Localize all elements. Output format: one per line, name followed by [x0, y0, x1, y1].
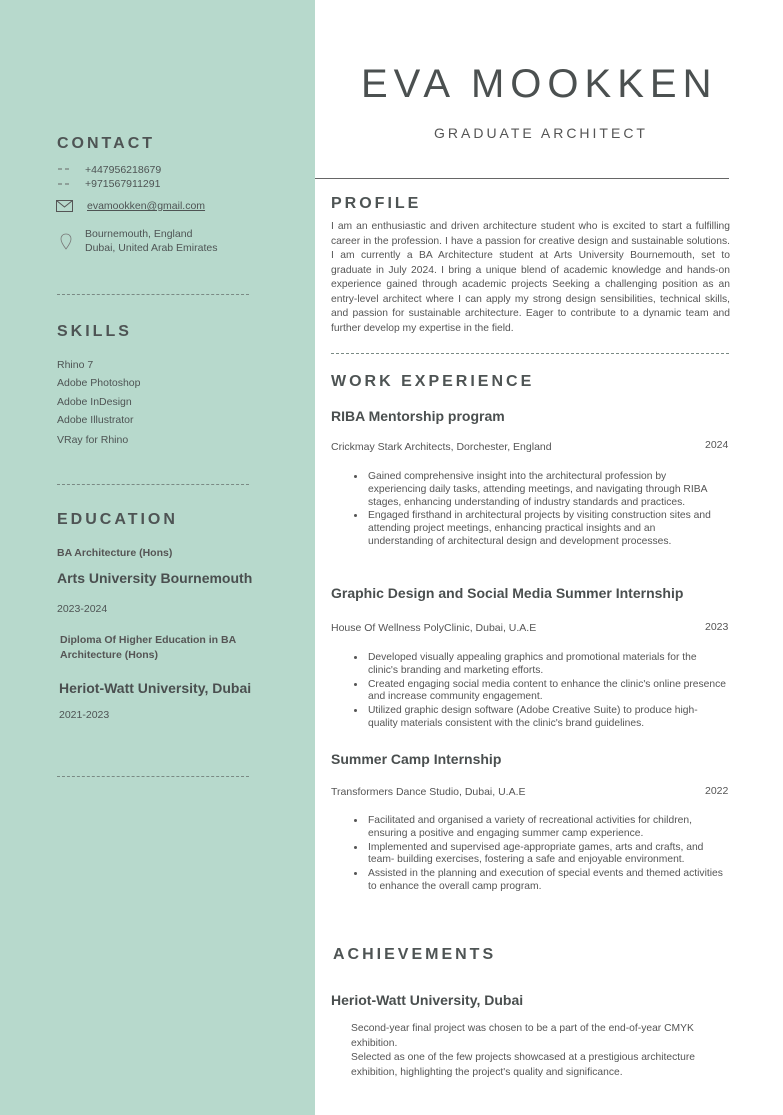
- work-heading: WORK EXPERIENCE: [331, 373, 535, 390]
- list-item: • Created engaging social media content to enhance the clinic's online presence and increase community engagement.: [366, 678, 726, 705]
- job-company: Crickmay Stark Architects, Dorchester, England: [331, 441, 552, 453]
- profile-text: I am an enthusiastic and driven architecture student who is excited to start a fulfilling career in the profession. I have a passion for creative design and sustainable solutions. I am currently a BA Architecture student at Arts University Bournemouth, set to graduate in July 2024. I bring a unique blend of academic knowledge and hands-on experience gained through academic projects Seeking a challenging position as an entry-level architect where I can apply my strong design sensibilities, technical skills, and passion for sustainable architecture. Eager to contribute to a dynamic team and further develop my expertise in the field.: [331, 221, 730, 334]
- skill-item: Adobe InDesign: [57, 396, 132, 408]
- envelope-icon: [56, 200, 74, 213]
- phone-icon: [57, 165, 71, 189]
- location-pin-icon: [60, 233, 72, 251]
- achievement-text: [351, 1022, 711, 1080]
- education-degree: BA Architecture (Hons): [57, 547, 173, 559]
- job-title: Graphic Design and Social Media Summer Internship: [331, 585, 684, 601]
- job-company: House Of Wellness PolyClinic, Dubai, U.A.E: [331, 622, 537, 634]
- education-heading: EDUCATION: [57, 511, 178, 528]
- achievement-line: Selected as one of the few projects showcased at a prestigious architecture exhibition, highlighting the project's quality and significance.: [351, 1052, 695, 1078]
- achievement-line: Second-year final project was chosen to be a part of the end-of-year CMYK exhibition.: [351, 1023, 694, 1049]
- education-school: Arts University Bournemouth: [57, 570, 253, 586]
- candidate-name: EVA MOOKKEN: [361, 62, 718, 106]
- education-school: Heriot-Watt University, Dubai: [59, 680, 252, 696]
- location-1: Bournemouth, England: [85, 228, 193, 240]
- job-company: Transformers Dance Studio, Dubai, U.A.E: [331, 786, 526, 798]
- education-years: 2021-2023: [59, 709, 110, 721]
- divider: [57, 294, 249, 295]
- skills-heading: SKILLS: [57, 323, 132, 340]
- header-rule: [315, 178, 729, 179]
- job-title: RIBA Mentorship program: [331, 408, 505, 424]
- achievement-school: Heriot-Watt University, Dubai: [331, 992, 524, 1008]
- education-years: 2023-2024: [57, 603, 108, 615]
- job-year: 2022: [705, 785, 729, 797]
- divider: [57, 484, 249, 485]
- contact-heading: CONTACT: [57, 135, 156, 152]
- list-item: • Utilized graphic design software (Adobe Creative Suite) to produce high-quality materials consistent with the clinic's brand guidelines.: [366, 704, 726, 731]
- email-link[interactable]: evamookken@gmail.com: [87, 200, 206, 212]
- job-bullets: [348, 814, 731, 894]
- education-degree: Architecture (Hons): [60, 649, 159, 661]
- profile-heading: PROFILE: [331, 195, 422, 212]
- list-item: • Developed visually appealing graphics and promotional materials for the clinic's branding and marketing efforts.: [366, 651, 726, 678]
- list-item: • Implemented and supervised age-appropriate games, arts and crafts, and team- building exercises, fostering a safe and enjoyable environment.: [366, 841, 731, 868]
- candidate-title: GRADUATE ARCHITECT: [434, 125, 648, 141]
- skill-item: Rhino 7: [57, 359, 94, 371]
- education-degree: Diploma Of Higher Education in BA: [60, 634, 237, 646]
- list-item: • Engaged firsthand in architectural projects by visiting construction sites and attending project meetings, enhancing practical insights and an understanding of architectural design and development processes.: [366, 509, 716, 548]
- phone-2: +971567911291: [85, 178, 161, 190]
- phone-1: +447956218679: [85, 164, 162, 176]
- job-title: Summer Camp Internship: [331, 751, 502, 767]
- job-year: 2023: [705, 621, 729, 633]
- divider: [57, 776, 249, 777]
- achievements-heading: ACHIEVEMENTS: [333, 946, 497, 963]
- list-item: • Facilitated and organised a variety of recreational activities for children, ensuring a positive and engaging summer camp experience.: [366, 814, 731, 841]
- skill-item: Adobe Photoshop: [57, 377, 141, 389]
- skill-item: Adobe Illustrator: [57, 414, 134, 426]
- divider: [331, 353, 729, 354]
- location-2: Dubai, United Arab Emirates: [85, 242, 218, 254]
- job-year: 2024: [705, 439, 729, 451]
- list-item: • Gained comprehensive insight into the architectural profession by experiencing daily tasks, attending meetings, and navigating through RIBA stages, enhancing understanding of industry standards and practices.: [366, 470, 716, 509]
- skill-item: VRay for Rhino: [57, 434, 129, 446]
- list-item: • Assisted in the planning and execution of special events and themed activities to enhance the overall camp program.: [366, 867, 731, 894]
- job-bullets: [348, 651, 726, 731]
- job-bullets: [348, 470, 716, 549]
